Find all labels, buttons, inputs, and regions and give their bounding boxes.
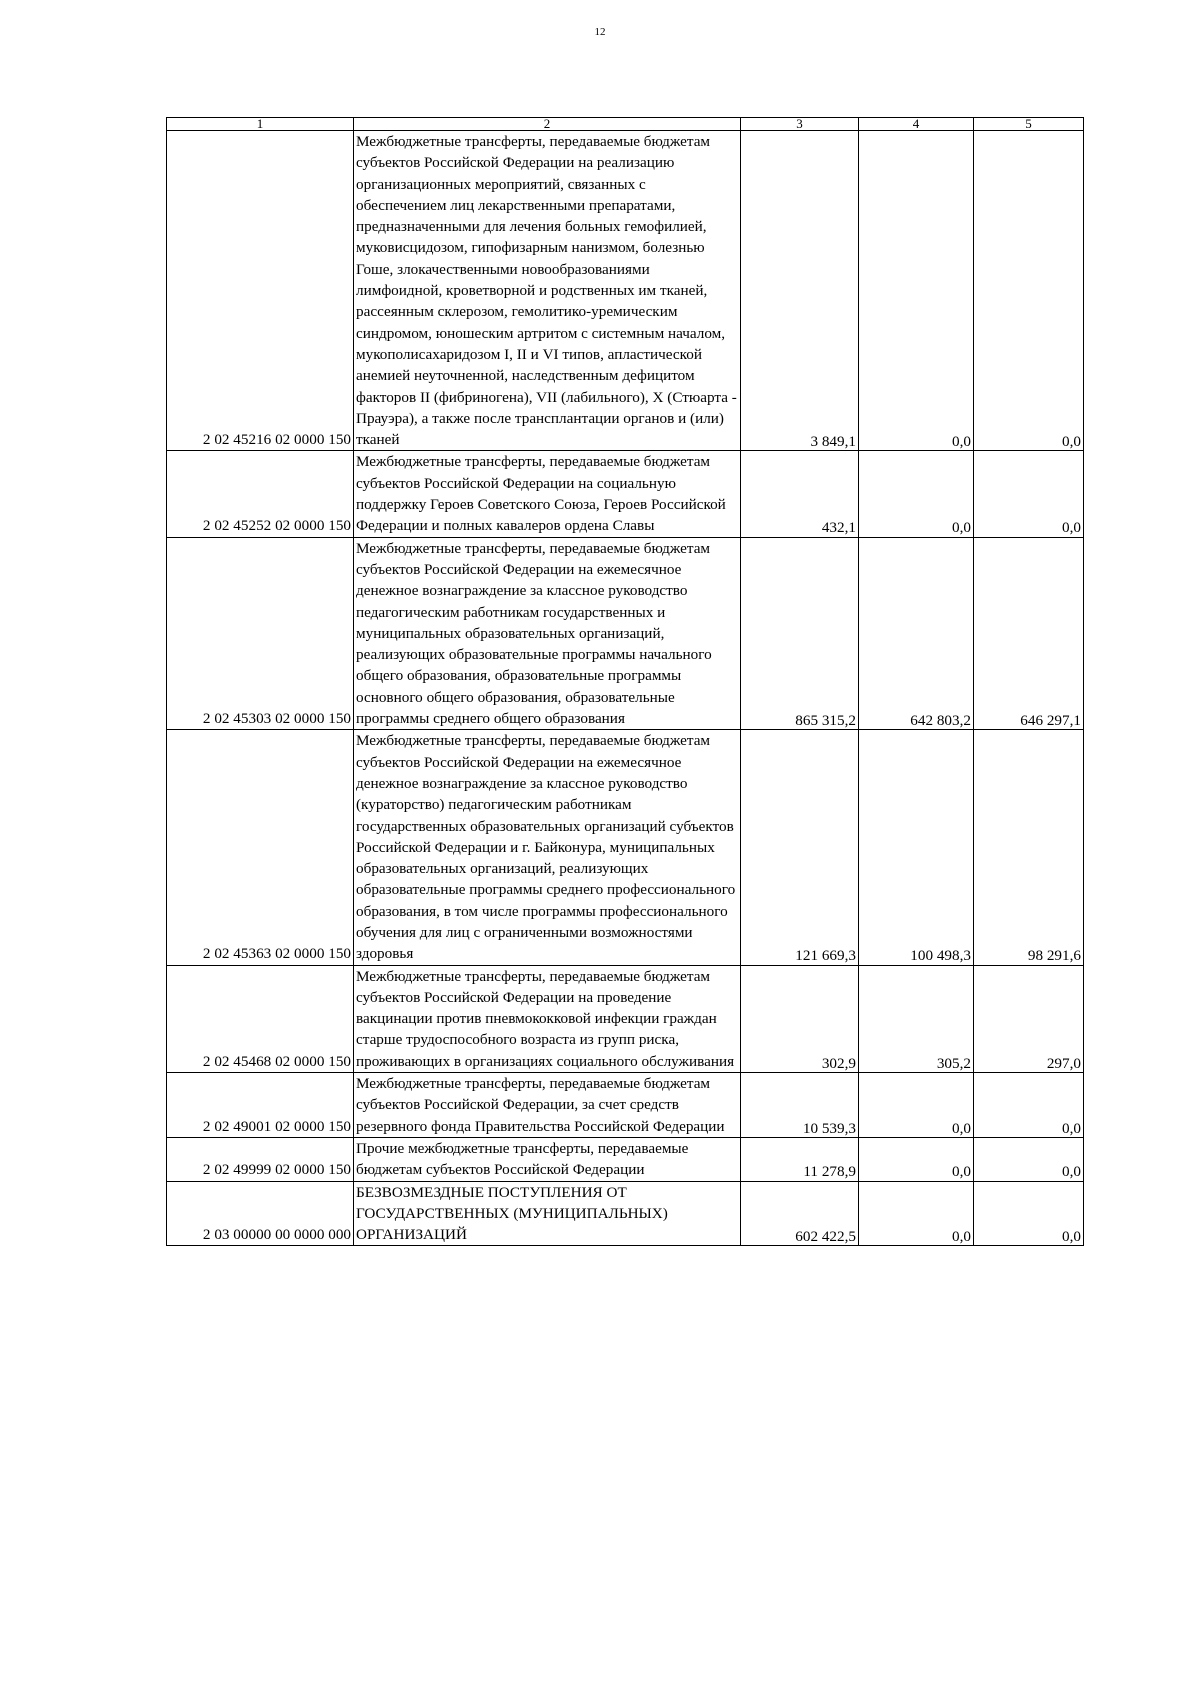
column-header-1: 1 [167,118,354,131]
column-header-2: 2 [354,118,741,131]
budget-table [166,117,1084,1246]
amount-col3: 302,9 [741,965,859,1072]
column-header-3: 3 [741,118,859,131]
description: Прочие межбюджетные трансферты, передаваемые бюджетам субъектов Российской Федерации [354,1137,741,1181]
amount-col3: 865 315,2 [741,537,859,730]
budget-code: 2 02 45216 02 0000 150 [167,131,354,451]
amount-col4: 0,0 [859,131,974,451]
amount-col3: 432,1 [741,451,859,537]
table-header-row [167,118,1084,131]
amount-col3: 602 422,5 [741,1181,859,1246]
table-row [167,451,1084,537]
budget-code: 2 02 49999 02 0000 150 [167,1137,354,1181]
budget-code: 2 02 45468 02 0000 150 [167,965,354,1072]
amount-col4: 0,0 [859,1181,974,1246]
amount-col3: 3 849,1 [741,131,859,451]
description: Межбюджетные трансферты, передаваемые бюджетам субъектов Российской Федерации, за счет средств резервного фонда Правительства Российской Федерации [354,1073,741,1138]
amount-col3: 10 539,3 [741,1073,859,1138]
budget-code: 2 03 00000 00 0000 000 [167,1181,354,1246]
table-row [167,965,1084,1072]
description: Межбюджетные трансферты, передаваемые бюджетам субъектов Российской Федерации на проведение вакцинации против пневмококковой инфекции граждан старше трудоспособного возраста из групп риска, проживающих в организациях социального обслуживания [354,965,741,1072]
table-row [167,1137,1084,1181]
column-header-5: 5 [974,118,1084,131]
description: Межбюджетные трансферты, передаваемые бюджетам субъектов Российской Федерации на реализацию организационных мероприятий, связанных с обеспечением лиц лекарственными препаратами, предназначенными для лечения больных гемофилией, муковисцидозом, гипофизарным нанизмом, болезнью Гоше, злокачественными новообразованиями лимфоидной, кроветворной и родственных им тканей, рассеянным склерозом, гемолитико-уремическим синдромом, юношеским артритом с системным началом, мукополисахаридозом I, II и VI типов, апластической анемией неуточненной, наследственным дефицитом факторов II (фибриногена), VII (лабильного), X (Стюарта - Прауэра), а также после трансплантации органов и (или) тканей [354,131,741,451]
description: Межбюджетные трансферты, передаваемые бюджетам субъектов Российской Федерации на ежемесячное денежное вознаграждение за классное руководство (кураторство) педагогическим работникам государственных образовательных организаций субъектов Российской Федерации и г. Байконура, муниципальных образовательных организаций, реализующих образовательные программы среднего профессионального образования, в том числе программы профессионального обучения для лиц с ограниченными возможностями здоровья [354,730,741,965]
amount-col5: 0,0 [974,1181,1084,1246]
table-row [167,1181,1084,1246]
amount-col5: 98 291,6 [974,730,1084,965]
amount-col5: 0,0 [974,131,1084,451]
table-row [167,730,1084,965]
table-row [167,1073,1084,1138]
amount-col4: 0,0 [859,1137,974,1181]
budget-code: 2 02 45252 02 0000 150 [167,451,354,537]
page-number: 12 [594,26,606,38]
table-row [167,131,1084,451]
description: Межбюджетные трансферты, передаваемые бюджетам субъектов Российской Федерации на ежемесячное денежное вознаграждение за классное руководство педагогическим работникам государственных и муниципальных образовательных организаций, реализующих образовательные программы начального общего образования, образовательные программы основного общего образования, образовательные программы среднего общего образования [354,537,741,730]
amount-col3: 121 669,3 [741,730,859,965]
amount-col5: 646 297,1 [974,537,1084,730]
budget-code: 2 02 45303 02 0000 150 [167,537,354,730]
amount-col3: 11 278,9 [741,1137,859,1181]
budget-code: 2 02 45363 02 0000 150 [167,730,354,965]
budget-code: 2 02 49001 02 0000 150 [167,1073,354,1138]
description: Межбюджетные трансферты, передаваемые бюджетам субъектов Российской Федерации на социальную поддержку Героев Советского Союза, Героев Российской Федерации и полных кавалеров ордена Славы [354,451,741,537]
amount-col5: 0,0 [974,451,1084,537]
amount-col4: 0,0 [859,1073,974,1138]
amount-col4: 100 498,3 [859,730,974,965]
amount-col5: 297,0 [974,965,1084,1072]
amount-col4: 642 803,2 [859,537,974,730]
amount-col5: 0,0 [974,1137,1084,1181]
description: БЕЗВОЗМЕЗДНЫЕ ПОСТУПЛЕНИЯ ОТ ГОСУДАРСТВЕННЫХ (МУНИЦИПАЛЬНЫХ) ОРГАНИЗАЦИЙ [354,1181,741,1246]
amount-col4: 0,0 [859,451,974,537]
amount-col5: 0,0 [974,1073,1084,1138]
table-row [167,537,1084,730]
amount-col4: 305,2 [859,965,974,1072]
column-header-4: 4 [859,118,974,131]
